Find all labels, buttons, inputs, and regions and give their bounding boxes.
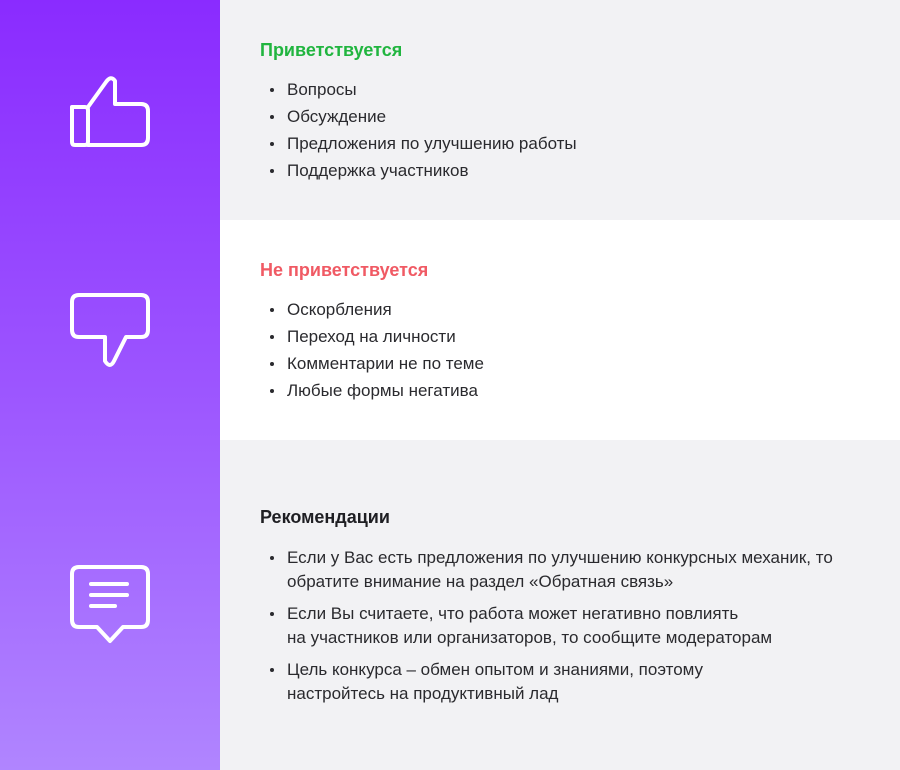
list-item: Комментарии не по теме	[260, 350, 484, 377]
list-item-line: на участников или организаторов, то сообщите модераторам	[287, 628, 773, 647]
welcome-heading: Приветствуется	[260, 40, 403, 60]
list-item: Поддержка участников	[260, 157, 577, 184]
message-icon-wrapper	[0, 564, 220, 646]
list-item-line: Цель конкурса – обмен опытом и знаниями, поэтому	[287, 660, 704, 679]
thumbs-down-icon	[69, 292, 151, 370]
list-item: Любые формы негатива	[260, 377, 484, 404]
recommendations-heading: Рекомендации	[260, 507, 390, 527]
list-item: Переход на личности	[260, 323, 484, 350]
not-welcome-list	[260, 296, 484, 404]
welcome-section	[220, 0, 900, 220]
thumbs-up-icon	[69, 72, 151, 150]
list-item-line: Если Вы считаете, что работа может негативно повлиять	[287, 604, 739, 623]
thumbs-up-icon-wrapper	[0, 72, 220, 150]
welcome-list	[260, 76, 577, 184]
thumbs-down-icon-wrapper	[0, 292, 220, 370]
list-item: Оскорбления	[260, 296, 484, 323]
sidebar-gradient	[0, 0, 220, 770]
message-icon	[69, 564, 151, 646]
list-item-line: настройтесь на продуктивный лад	[287, 684, 559, 703]
list-item	[260, 602, 833, 650]
not-welcome-heading: Не приветствуется	[260, 260, 429, 280]
list-item-line: обратите внимание на раздел «Обратная связь»	[287, 572, 674, 591]
list-item-line: Если у Вас есть предложения по улучшению конкурсных механик, то	[287, 548, 833, 567]
not-welcome-section	[220, 220, 900, 440]
recommendations-section	[220, 440, 900, 770]
list-item: Обсуждение	[260, 103, 577, 130]
recommendations-list	[260, 546, 833, 714]
list-item	[260, 546, 833, 594]
list-item	[260, 658, 833, 706]
list-item: Предложения по улучшению работы	[260, 130, 577, 157]
list-item: Вопросы	[260, 76, 577, 103]
